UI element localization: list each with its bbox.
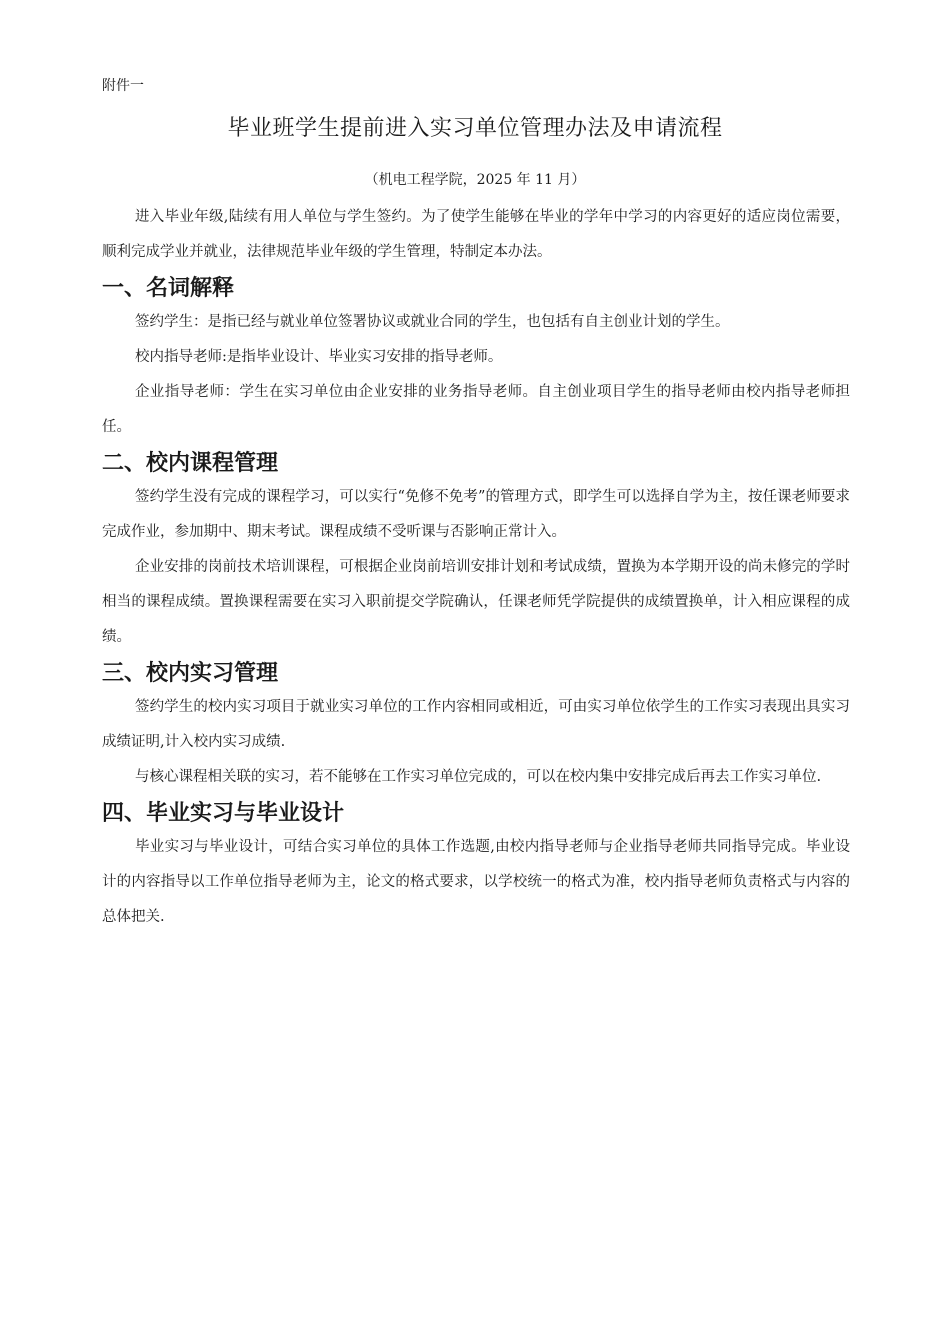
paragraph: 签约学生的校内实习项目于就业实习单位的工作内容相同或相近，可由实习单位依学生的工作实习表现出具实习成绩证明,计入校内实习成绩. [102,699,850,750]
document-title: 毕业班学生提前进入实习单位管理办法及申请流程 [227,116,723,141]
document-body [102,200,850,935]
section-heading-internship-management: 三、校内实习管理 [102,660,279,686]
paragraph: 校内指导老师:是指毕业设计、毕业实习安排的指导老师。 [135,349,503,365]
paragraph: 企业安排的岗前技术培训课程，可根据企业岗前培训安排计划和考试成绩，置换为本学期开设的尚未修完的学时相当的课程成绩。置换课程需要在实习入职前提交学院确认，任课老师凭学院提供的成绩置换单，计入相应课程的成绩。 [102,559,850,645]
paragraph: 毕业实习与毕业设计，可结合实习单位的具体工作选题,由校内指导老师与企业指导老师共同指导完成。毕业设计的内容指导以工作单位指导老师为主，论文的格式要求，以学校统一的格式为准，校内指导老师负责格式与内容的总体把关. [102,839,850,925]
attachment-label: 附件一 [102,78,144,94]
paragraph: 与核心课程相关联的实习，若不能够在工作实习单位完成的，可以在校内集中安排完成后再去工作实习单位. [135,769,822,785]
section-heading-graduation-design: 四、毕业实习与毕业设计 [102,800,345,826]
section-heading-terms: 一、名词解释 [102,275,235,301]
paragraph: 签约学生没有完成的课程学习，可以实行“免修不免考”的管理方式，即学生可以选择自学为主，按任课老师要求完成作业，参加期中、期末考试。课程成绩不受听课与否影响正常计入。 [102,489,850,540]
section-heading-course-management: 二、校内课程管理 [102,450,279,476]
paragraph: 企业指导老师：学生在实习单位由企业安排的业务指导老师。自主创业项目学生的指导老师由校内指导老师担任。 [102,384,850,435]
paragraph: 签约学生：是指已经与就业单位签署协议或就业合同的学生，也包括有自主创业计划的学生。 [135,314,730,330]
document-subtitle: （机电工程学院，2025 年 11 月） [364,172,586,188]
intro-paragraph: 进入毕业年级,陆续有用人单位与学生签约。为了使学生能够在毕业的学年中学习的内容更好的适应岗位需要，顺利完成学业并就业，法律规范毕业年级的学生管理，特制定本办法。 [102,209,850,260]
